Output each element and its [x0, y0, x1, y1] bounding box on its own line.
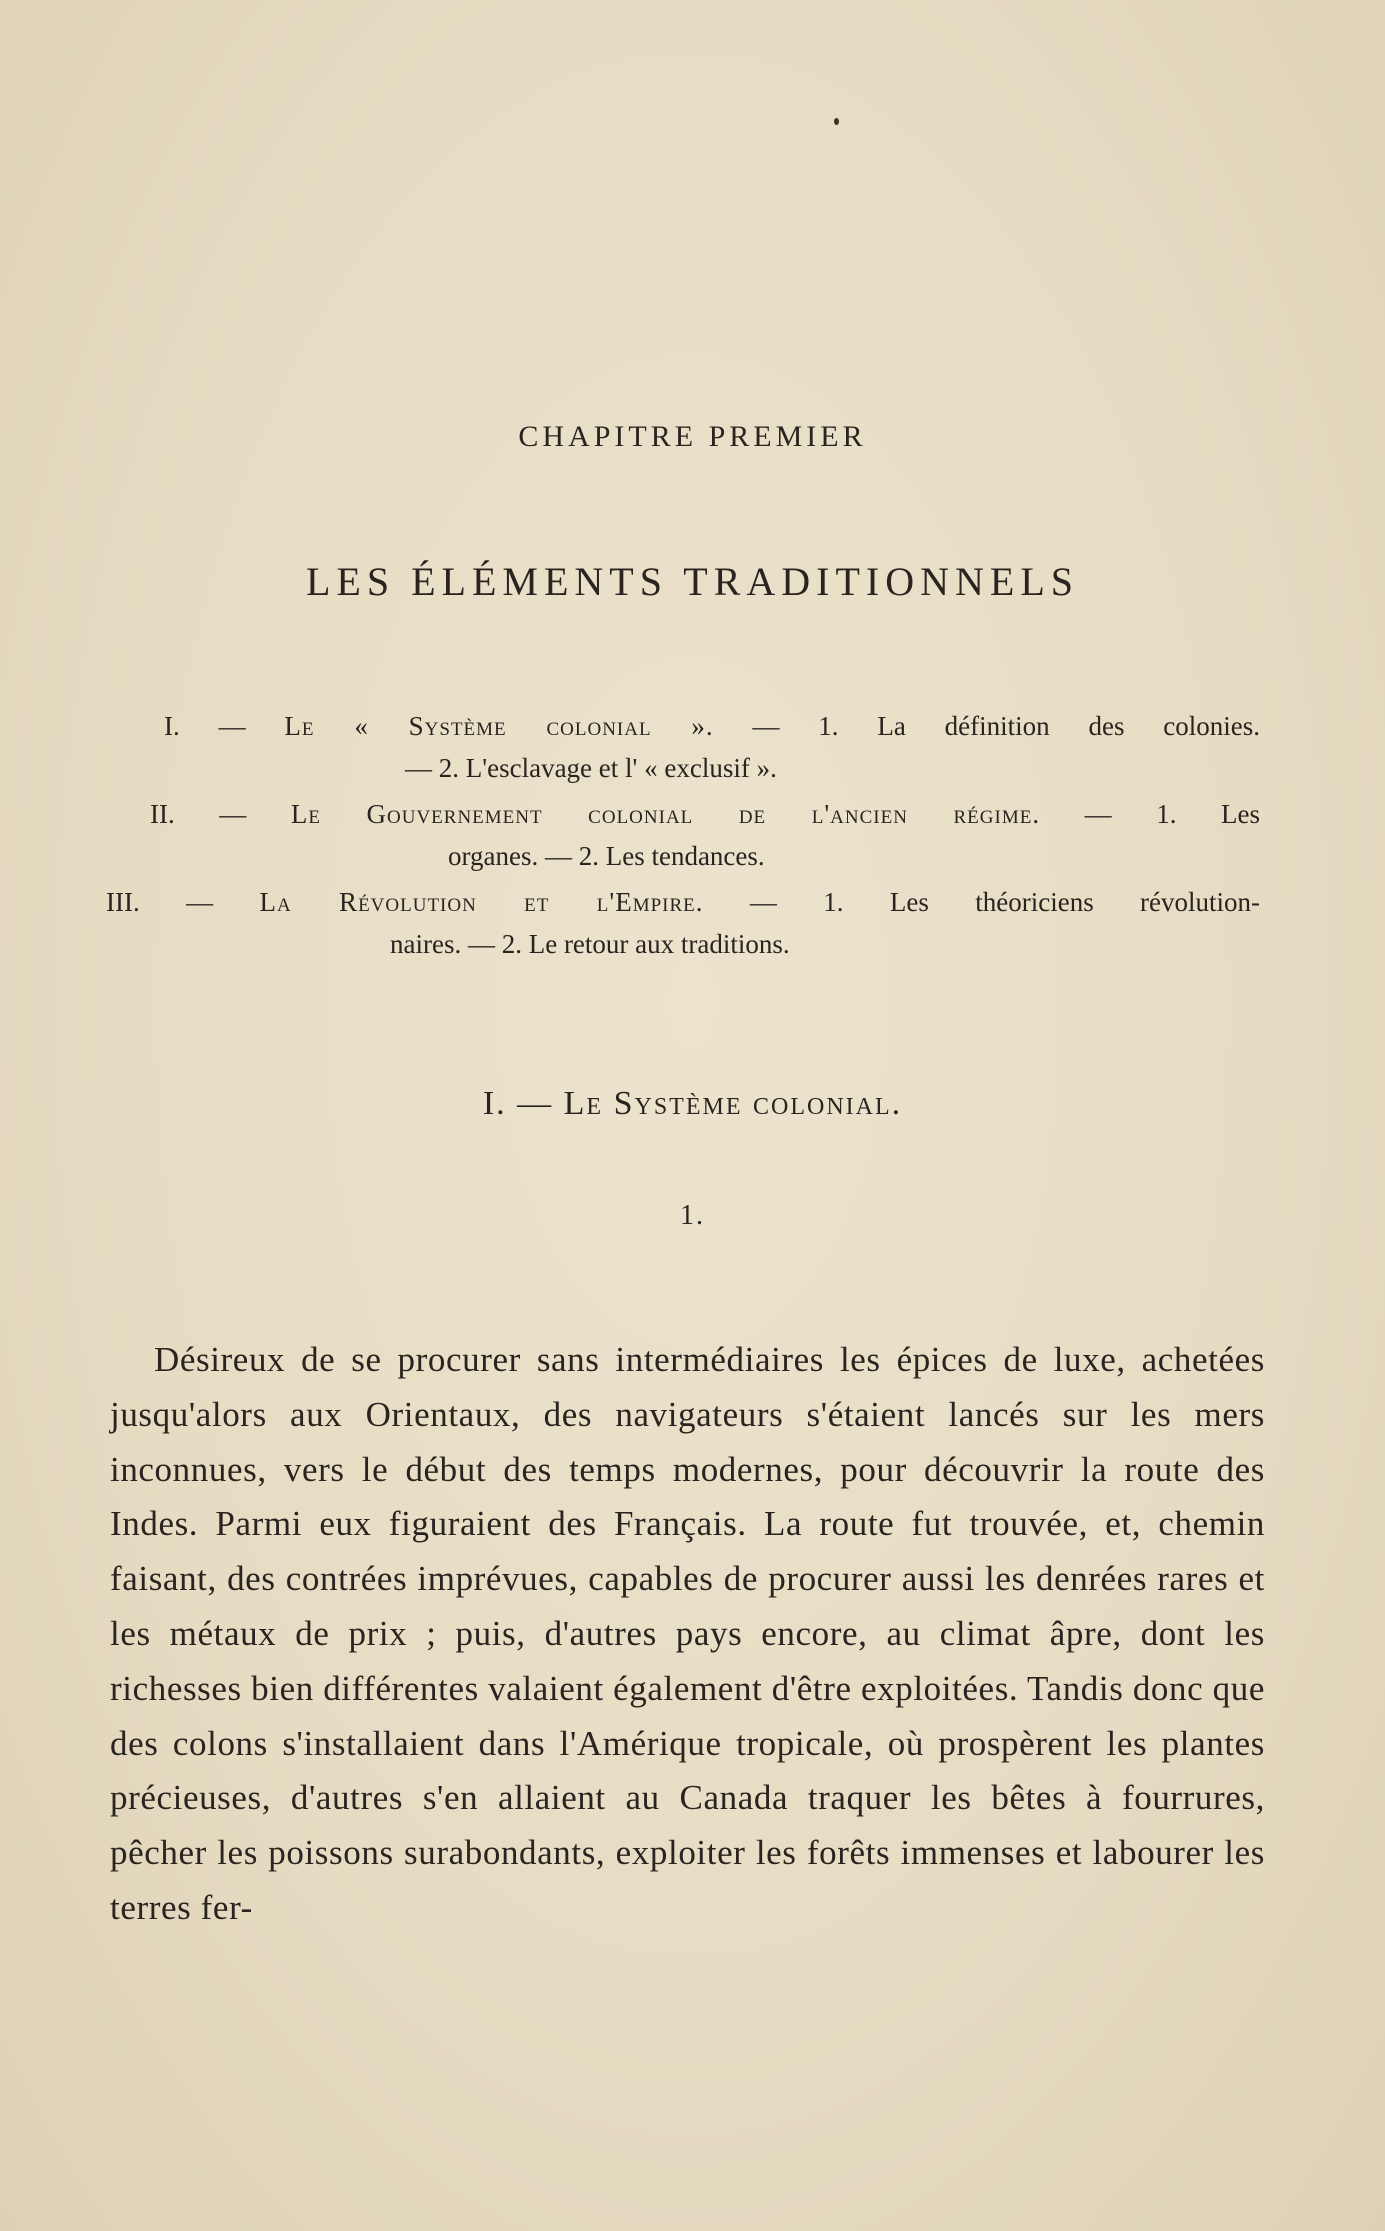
- summary-dash: —: [186, 887, 214, 917]
- summary-topics: — 1. La définition des colonies.: [752, 711, 1261, 741]
- summary-numeral: II.: [150, 799, 175, 829]
- section-heading: I. — Le Système colonial.: [482, 1085, 903, 1122]
- summary-dash: —: [218, 711, 246, 741]
- summary-continuation: naires. — 2. Le retour aux traditions.: [390, 929, 790, 959]
- summary-heading: La Révolution et l'Empire.: [259, 887, 704, 917]
- summary-topics: — 1. Les: [1084, 799, 1261, 829]
- subsection-number: 1.: [680, 1200, 705, 1231]
- summary-heading: Le Gouvernement colonial de l'ancien régime.: [290, 799, 1041, 829]
- chapter-title: LES ÉLÉMENTS TRADITIONNELS: [306, 559, 1079, 604]
- chapter-summary: [106, 705, 1261, 965]
- ink-speck: [834, 118, 839, 125]
- summary-dash: —: [219, 799, 247, 829]
- summary-continuation: organes. — 2. Les tendances.: [448, 841, 765, 871]
- summary-entry-2: [150, 793, 1260, 877]
- body-paragraph: Désireux de se procurer sans intermédiaires les épices de luxe, achetées jusqu'alors aux Orientaux, des navigateurs s'étaient lancés sur les mers inconnues, vers le début des temps modernes, pour découvrir la route des Indes. Parmi eux figuraient des Français. La route fut trouvée, et, chemin faisant, des contrées imprévues, capables de procurer aussi les denrées rares et les métaux de prix ; puis, d'autres pays encore, au climat âpre, dont les richesses bien différentes valaient également d'être exploitées. Tandis donc que des colons s'installaient dans l'Amérique tropicale, où prospèrent les plantes précieuses, d'autres s'en allaient au Canada traquer les bêtes à fourrures, pêcher les poissons surabondants, exploiter les forêts immenses et labourer les terres fer-: [110, 1340, 1265, 1927]
- summary-numeral: III.: [106, 887, 140, 917]
- summary-heading: Le « Système colonial ».: [284, 711, 714, 741]
- summary-numeral: I.: [164, 711, 180, 741]
- summary-entry-1: [150, 705, 1260, 789]
- summary-continuation: — 2. L'esclavage et l' « exclusif ».: [405, 753, 777, 783]
- chapter-heading: CHAPITRE PREMIER: [518, 420, 867, 453]
- summary-topics: — 1. Les théoriciens révolution-: [749, 887, 1261, 917]
- summary-entry-3: [106, 881, 1261, 965]
